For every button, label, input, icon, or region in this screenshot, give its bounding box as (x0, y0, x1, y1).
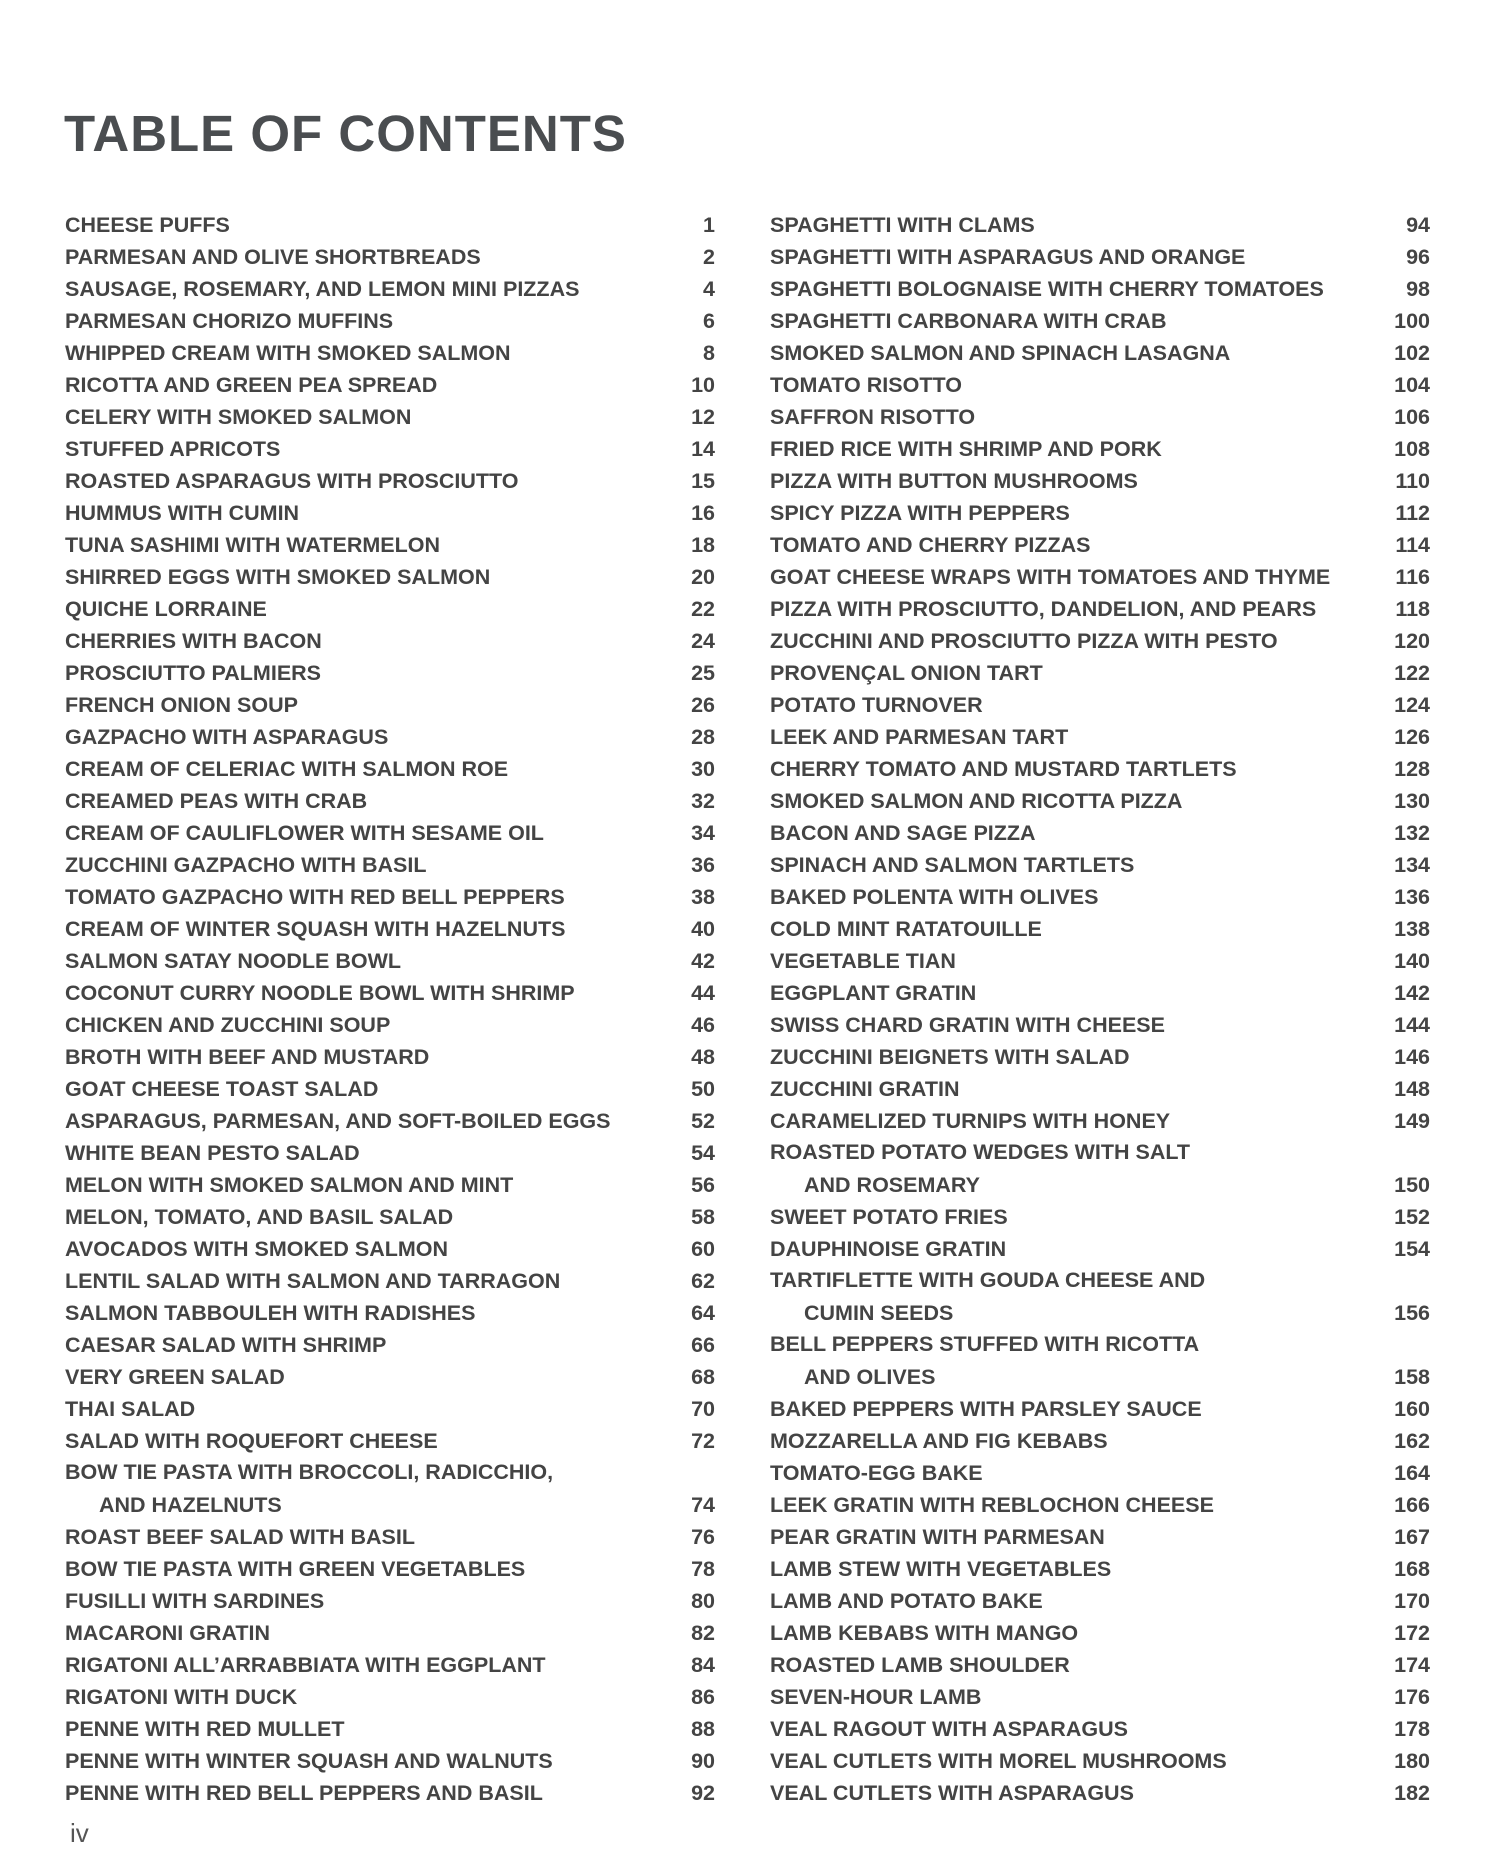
toc-entry-page: 132 (1394, 821, 1430, 845)
toc-entry[interactable] (770, 1394, 1430, 1426)
toc-entry-title: PARMESAN CHORIZO MUFFINS (65, 309, 394, 333)
toc-entry-title: WHITE BEAN PESTO SALAD (65, 1141, 360, 1165)
toc-entry-title: SWISS CHARD GRATIN WITH CHEESE (770, 1013, 1165, 1037)
toc-entry-title: CREAM OF CAULIFLOWER WITH SESAME OIL (65, 821, 544, 845)
toc-entry[interactable] (770, 274, 1430, 306)
toc-entry[interactable] (770, 754, 1430, 786)
toc-entry[interactable] (65, 690, 715, 722)
toc-entry-title: SWEET POTATO FRIES (770, 1205, 1008, 1229)
toc-entry-title: VEAL CUTLETS WITH MOREL MUSHROOMS (770, 1749, 1227, 1773)
toc-entry-title: LAMB AND POTATO BAKE (770, 1589, 1043, 1613)
toc-entry[interactable] (770, 1682, 1430, 1714)
toc-entry-page: 84 (691, 1653, 715, 1677)
toc-entry-title: RICOTTA AND GREEN PEA SPREAD (65, 373, 438, 397)
toc-entry-page: 66 (691, 1333, 715, 1357)
toc-entry-page: 56 (691, 1173, 715, 1197)
toc-entry-page: 160 (1394, 1397, 1430, 1421)
toc-entry-page: 90 (691, 1749, 715, 1773)
toc-entry-page: 130 (1394, 789, 1430, 813)
toc-entry-title: STUFFED APRICOTS (65, 437, 281, 461)
toc-entry-title: CHERRY TOMATO AND MUSTARD TARTLETS (770, 757, 1237, 781)
toc-entry-page: 46 (691, 1013, 715, 1037)
toc-entry-page: 15 (691, 469, 715, 493)
toc-entry[interactable] (770, 242, 1430, 274)
toc-entry-title: CREAMED PEAS WITH CRAB (65, 789, 368, 813)
toc-entry-title: SPICY PIZZA WITH PEPPERS (770, 501, 1070, 525)
toc-entry[interactable] (65, 1362, 715, 1394)
toc-entry-page: 80 (691, 1589, 715, 1613)
toc-entry-page: 92 (691, 1781, 715, 1805)
toc-entry-page: 86 (691, 1685, 715, 1709)
toc-entry-page: 1 (703, 213, 715, 237)
toc-entry-page: 48 (691, 1045, 715, 1069)
toc-entry[interactable] (65, 370, 715, 402)
toc-entry[interactable] (770, 1778, 1430, 1810)
toc-entry-title: TOMATO RISOTTO (770, 373, 962, 397)
toc-entry-page: 180 (1394, 1749, 1430, 1773)
toc-entry-title: BOW TIE PASTA WITH BROCCOLI, RADICCHIO, (65, 1460, 554, 1484)
toc-entry[interactable] (770, 946, 1430, 978)
toc-entry[interactable] (65, 914, 715, 946)
toc-entry-page: 104 (1394, 373, 1430, 397)
toc-entry[interactable] (770, 562, 1430, 594)
toc-entry-page: 106 (1394, 405, 1430, 429)
toc-entry[interactable] (770, 1266, 1430, 1330)
toc-entry-title: QUICHE LORRAINE (65, 597, 267, 621)
toc-entry-title: VERY GREEN SALAD (65, 1365, 285, 1389)
toc-entry[interactable] (770, 466, 1430, 498)
toc-entry-page: 98 (1406, 277, 1430, 301)
toc-entry-page: 52 (691, 1109, 715, 1133)
toc-entry-page: 154 (1394, 1237, 1430, 1261)
toc-entry-title: PARMESAN AND OLIVE SHORTBREADS (65, 245, 481, 269)
toc-entry-title-continued: AND HAZELNUTS (99, 1493, 282, 1517)
toc-entry-page: 164 (1394, 1461, 1430, 1485)
toc-entry[interactable] (65, 402, 715, 434)
toc-entry[interactable] (770, 498, 1430, 530)
toc-entry[interactable] (770, 914, 1430, 946)
toc-entry-page: 182 (1394, 1781, 1430, 1805)
toc-entry-page: 64 (691, 1301, 715, 1325)
toc-entry-title: CREAM OF WINTER SQUASH WITH HAZELNUTS (65, 917, 566, 941)
toc-entry[interactable] (65, 1234, 715, 1266)
toc-entry-title: SPAGHETTI CARBONARA WITH CRAB (770, 309, 1167, 333)
toc-entry-page: 178 (1394, 1717, 1430, 1741)
toc-entry-title: CHICKEN AND ZUCCHINI SOUP (65, 1013, 391, 1037)
toc-entry-page: 50 (691, 1077, 715, 1101)
toc-entry-page: 149 (1394, 1109, 1430, 1133)
toc-entry-page: 22 (691, 597, 715, 621)
toc-entry-page: 126 (1394, 725, 1430, 749)
toc-entry[interactable] (65, 1714, 715, 1746)
toc-entry-title: SPINACH AND SALMON TARTLETS (770, 853, 1135, 877)
toc-entry[interactable] (65, 466, 715, 498)
toc-entry-title: LAMB KEBABS WITH MANGO (770, 1621, 1079, 1645)
toc-entry-page: 140 (1394, 949, 1430, 973)
toc-entry[interactable] (770, 818, 1430, 850)
toc-entry-title: ZUCCHINI GRATIN (770, 1077, 960, 1101)
page-number: iv (70, 1818, 89, 1848)
toc-entry-page: 6 (703, 309, 715, 333)
toc-entry-page: 168 (1394, 1557, 1430, 1581)
toc-entry-page: 136 (1394, 885, 1430, 909)
toc-entry-page: 134 (1394, 853, 1430, 877)
toc-entry[interactable] (65, 1330, 715, 1362)
toc-entry-page: 150 (1394, 1173, 1430, 1197)
toc-entry[interactable] (770, 1650, 1430, 1682)
toc-entry-title: ZUCCHINI BEIGNETS WITH SALAD (770, 1045, 1130, 1069)
toc-entry[interactable] (65, 1458, 715, 1522)
toc-entry-title: ROAST BEEF SALAD WITH BASIL (65, 1525, 415, 1549)
toc-entry-page: 36 (691, 853, 715, 877)
toc-entry-title: TOMATO AND CHERRY PIZZAS (770, 533, 1091, 557)
toc-entry-title: MACARONI GRATIN (65, 1621, 271, 1645)
toc-entry-title: PENNE WITH WINTER SQUASH AND WALNUTS (65, 1749, 553, 1773)
toc-entry[interactable] (770, 690, 1430, 722)
toc-entry-title: BAKED PEPPERS WITH PARSLEY SAUCE (770, 1397, 1202, 1421)
toc-entry-page: 170 (1394, 1589, 1430, 1613)
toc-entry[interactable] (65, 210, 715, 242)
toc-entry[interactable] (65, 1746, 715, 1778)
toc-entry-page: 144 (1394, 1013, 1430, 1037)
toc-entry[interactable] (770, 1490, 1430, 1522)
toc-entry-title: CHEESE PUFFS (65, 213, 230, 237)
toc-entry-page: 148 (1394, 1077, 1430, 1101)
toc-entry-page: 20 (691, 565, 715, 589)
toc-entry-title: SALMON TABBOULEH WITH RADISHES (65, 1301, 476, 1325)
toc-entry-title: SAFFRON RISOTTO (770, 405, 976, 429)
toc-entry[interactable] (65, 946, 715, 978)
toc-entry[interactable] (65, 338, 715, 370)
toc-entry[interactable] (770, 1042, 1430, 1074)
toc-entry-title: EGGPLANT GRATIN (770, 981, 977, 1005)
toc-entry-title: TOMATO-EGG BAKE (770, 1461, 983, 1485)
toc-entry-title: CELERY WITH SMOKED SALMON (65, 405, 412, 429)
toc-entry[interactable] (770, 850, 1430, 882)
toc-entry-page: 128 (1394, 757, 1430, 781)
toc-entry-page: 38 (691, 885, 715, 909)
toc-entry-title: PIZZA WITH PROSCIUTTO, DANDELION, AND PEARS (770, 597, 1317, 621)
toc-entry[interactable] (770, 1522, 1430, 1554)
toc-entry-title: SPAGHETTI BOLOGNAISE WITH CHERRY TOMATOES (770, 277, 1324, 301)
toc-entry-title: PROSCIUTTO PALMIERS (65, 661, 322, 685)
toc-entry[interactable] (65, 562, 715, 594)
toc-entry[interactable] (770, 978, 1430, 1010)
toc-entry-title: TARTIFLETTE WITH GOUDA CHEESE AND (770, 1268, 1206, 1292)
toc-entry[interactable] (770, 210, 1430, 242)
toc-entry-title-continued: AND ROSEMARY (804, 1173, 980, 1197)
toc-entry-page: 172 (1394, 1621, 1430, 1645)
toc-entry[interactable] (65, 1138, 715, 1170)
toc-entry-title: SEVEN-HOUR LAMB (770, 1685, 982, 1709)
toc-entry[interactable] (770, 626, 1430, 658)
toc-entry-title: FRIED RICE WITH SHRIMP AND PORK (770, 437, 1162, 461)
toc-entry[interactable] (65, 850, 715, 882)
toc-entry-title: PIZZA WITH BUTTON MUSHROOMS (770, 469, 1138, 493)
toc-entry-page: 40 (691, 917, 715, 941)
toc-entry-title: RIGATONI ALL’ARRABBIATA WITH EGGPLANT (65, 1653, 546, 1677)
toc-entry[interactable] (65, 306, 715, 338)
toc-entry[interactable] (770, 1202, 1430, 1234)
toc-entry-title: LEEK AND PARMESAN TART (770, 725, 1069, 749)
toc-entry-page: 68 (691, 1365, 715, 1389)
toc-entry[interactable] (770, 370, 1430, 402)
toc-entry[interactable] (65, 1106, 715, 1138)
toc-entry-title: TOMATO GAZPACHO WITH RED BELL PEPPERS (65, 885, 565, 909)
toc-entry[interactable] (65, 818, 715, 850)
toc-entry[interactable] (65, 1778, 715, 1810)
toc-entry-title: MELON, TOMATO, AND BASIL SALAD (65, 1205, 454, 1229)
toc-entry-title: PENNE WITH RED BELL PEPPERS AND BASIL (65, 1781, 543, 1805)
toc-entry-title: SPAGHETTI WITH CLAMS (770, 213, 1035, 237)
toc-entry-title: LEEK GRATIN WITH REBLOCHON CHEESE (770, 1493, 1214, 1517)
toc-entry-page: 146 (1394, 1045, 1430, 1069)
toc-entry-page: 62 (691, 1269, 715, 1293)
toc-entry[interactable] (65, 1170, 715, 1202)
toc-entry-page: 10 (691, 373, 715, 397)
toc-entry[interactable] (770, 1106, 1430, 1138)
toc-entry-page: 114 (1395, 533, 1430, 557)
toc-entry-page: 158 (1394, 1365, 1430, 1389)
toc-entry-title: DAUPHINOISE GRATIN (770, 1237, 1007, 1261)
toc-entry-title: BAKED POLENTA WITH OLIVES (770, 885, 1099, 909)
toc-entry-title-continued: CUMIN SEEDS (804, 1301, 954, 1325)
toc-entry-title: AVOCADOS WITH SMOKED SALMON (65, 1237, 449, 1261)
toc-entry-title: GAZPACHO WITH ASPARAGUS (65, 725, 389, 749)
toc-entry[interactable] (65, 1650, 715, 1682)
toc-entry[interactable] (65, 978, 715, 1010)
toc-entry-page: 12 (691, 405, 715, 429)
toc-entry-title: VEAL RAGOUT WITH ASPARAGUS (770, 1717, 1128, 1741)
toc-entry[interactable] (65, 1074, 715, 1106)
toc-entry-page: 2 (703, 245, 715, 269)
toc-entry[interactable] (770, 594, 1430, 626)
toc-entry-title-continued: AND OLIVES (804, 1365, 936, 1389)
toc-entry[interactable] (770, 1714, 1430, 1746)
toc-entry-page: 18 (691, 533, 715, 557)
toc-entry-title: PEAR GRATIN WITH PARMESAN (770, 1525, 1105, 1549)
toc-entry-title: LAMB STEW WITH VEGETABLES (770, 1557, 1112, 1581)
toc-entry[interactable] (770, 1458, 1430, 1490)
toc-entry-title: ASPARAGUS, PARMESAN, AND SOFT-BOILED EGGS (65, 1109, 611, 1133)
toc-entry-title: VEGETABLE TIAN (770, 949, 956, 973)
toc-entry[interactable] (770, 338, 1430, 370)
toc-entry-page: 110 (1395, 469, 1430, 493)
toc-entry[interactable] (65, 754, 715, 786)
toc-entry-page: 58 (691, 1205, 715, 1229)
toc-entry[interactable] (65, 1010, 715, 1042)
toc-entry[interactable] (770, 722, 1430, 754)
toc-entry-page: 4 (703, 277, 715, 301)
toc-entry[interactable] (770, 1554, 1430, 1586)
toc-entry[interactable] (770, 786, 1430, 818)
toc-entry[interactable] (65, 1586, 715, 1618)
toc-entry[interactable] (65, 1042, 715, 1074)
toc-entry-page: 118 (1395, 597, 1430, 621)
toc-entry-title: BACON AND SAGE PIZZA (770, 821, 1036, 845)
toc-entry-page: 82 (691, 1621, 715, 1645)
toc-entry-title: CAESAR SALAD WITH SHRIMP (65, 1333, 387, 1357)
page-title: TABLE OF CONTENTS (64, 105, 627, 162)
toc-entry-page: 102 (1394, 341, 1430, 365)
toc-entry-title: FUSILLI WITH SARDINES (65, 1589, 325, 1613)
toc-entry-title: SMOKED SALMON AND RICOTTA PIZZA (770, 789, 1183, 813)
toc-entry-page: 120 (1394, 629, 1430, 653)
toc-entry-page: 74 (691, 1493, 715, 1517)
toc-entry-title: WHIPPED CREAM WITH SMOKED SALMON (65, 341, 511, 365)
toc-entry-title: SPAGHETTI WITH ASPARAGUS AND ORANGE (770, 245, 1246, 269)
toc-entry[interactable] (65, 786, 715, 818)
toc-entry[interactable] (65, 1266, 715, 1298)
toc-entry-title: SALMON SATAY NOODLE BOWL (65, 949, 402, 973)
toc-entry[interactable] (65, 1522, 715, 1554)
toc-entry-title: ZUCCHINI AND PROSCIUTTO PIZZA WITH PESTO (770, 629, 1278, 653)
toc-entry[interactable] (65, 530, 715, 562)
toc-entry-title: THAI SALAD (65, 1397, 196, 1421)
toc-entry-title: GOAT CHEESE WRAPS WITH TOMATOES AND THYME (770, 565, 1331, 589)
toc-entry-title: FRENCH ONION SOUP (65, 693, 298, 717)
toc-entry-page: 32 (691, 789, 715, 813)
toc-entry-page: 166 (1394, 1493, 1430, 1517)
toc-entry[interactable] (65, 274, 715, 306)
toc-entry[interactable] (770, 1618, 1430, 1650)
toc-entry-title: MELON WITH SMOKED SALMON AND MINT (65, 1173, 514, 1197)
toc-entry[interactable] (770, 1746, 1430, 1778)
toc-left-column (65, 210, 715, 1810)
toc-entry-page: 138 (1394, 917, 1430, 941)
toc-entry-title: HUMMUS WITH CUMIN (65, 501, 300, 525)
toc-entry-page: 116 (1395, 565, 1430, 589)
toc-entry-title: CARAMELIZED TURNIPS WITH HONEY (770, 1109, 1171, 1133)
toc-entry[interactable] (65, 1682, 715, 1714)
toc-entry[interactable] (770, 1330, 1430, 1394)
toc-entry-title: BROTH WITH BEEF AND MUSTARD (65, 1045, 430, 1069)
toc-entry-title: MOZZARELLA AND FIG KEBABS (770, 1429, 1108, 1453)
toc-entry[interactable] (770, 1586, 1430, 1618)
toc-entry-title: ROASTED LAMB SHOULDER (770, 1653, 1070, 1677)
toc-entry-title: COLD MINT RATATOUILLE (770, 917, 1042, 941)
toc-entry-page: 72 (691, 1429, 715, 1453)
toc-entry-page: 162 (1394, 1429, 1430, 1453)
toc-entry-title: VEAL CUTLETS WITH ASPARAGUS (770, 1781, 1134, 1805)
toc-entry[interactable] (770, 1426, 1430, 1458)
toc-entry-title: RIGATONI WITH DUCK (65, 1685, 298, 1709)
toc-entry-page: 26 (691, 693, 715, 717)
toc-entry-page: 70 (691, 1397, 715, 1421)
toc-entry-page: 24 (691, 629, 715, 653)
toc-entry-title: LENTIL SALAD WITH SALMON AND TARRAGON (65, 1269, 561, 1293)
toc-entry-title: SMOKED SALMON AND SPINACH LASAGNA (770, 341, 1231, 365)
toc-entry[interactable] (65, 242, 715, 274)
toc-entry[interactable] (65, 1298, 715, 1330)
toc-entry[interactable] (65, 594, 715, 626)
toc-entry[interactable] (770, 1234, 1430, 1266)
toc-entry-page: 152 (1394, 1205, 1430, 1229)
toc-entry-page: 78 (691, 1557, 715, 1581)
toc-entry-page: 60 (691, 1237, 715, 1261)
toc-entry-page: 16 (691, 501, 715, 525)
toc-entry-title: POTATO TURNOVER (770, 693, 983, 717)
toc-entry-page: 96 (1406, 245, 1430, 269)
toc-entry-title: ZUCCHINI GAZPACHO WITH BASIL (65, 853, 427, 877)
toc-entry-title: PROVENÇAL ONION TART (770, 661, 1043, 685)
toc-entry-title: ROASTED ASPARAGUS WITH PROSCIUTTO (65, 469, 519, 493)
toc-entry-page: 44 (691, 981, 715, 1005)
toc-entry-page: 100 (1394, 309, 1430, 333)
toc-entry-title: GOAT CHEESE TOAST SALAD (65, 1077, 379, 1101)
toc-entry-page: 34 (691, 821, 715, 845)
toc-entry[interactable] (65, 1618, 715, 1650)
toc-entry-page: 142 (1394, 981, 1430, 1005)
toc-entry-page: 30 (691, 757, 715, 781)
toc-entry-page: 122 (1394, 661, 1430, 685)
toc-entry-page: 94 (1406, 213, 1430, 237)
toc-entry-page: 54 (691, 1141, 715, 1165)
toc-entry[interactable] (65, 434, 715, 466)
toc-entry-title: SAUSAGE, ROSEMARY, AND LEMON MINI PIZZAS (65, 277, 580, 301)
toc-entry[interactable] (770, 1138, 1430, 1202)
toc-entry[interactable] (65, 1426, 715, 1458)
toc-entry-page: 28 (691, 725, 715, 749)
toc-entry-page: 156 (1394, 1301, 1430, 1325)
toc-entry-title: COCONUT CURRY NOODLE BOWL WITH SHRIMP (65, 981, 575, 1005)
toc-entry-page: 14 (691, 437, 715, 461)
toc-entry-page: 112 (1395, 501, 1430, 525)
toc-entry[interactable] (770, 402, 1430, 434)
toc-entry[interactable] (770, 658, 1430, 690)
toc-entry[interactable] (770, 882, 1430, 914)
toc-entry-page: 88 (691, 1717, 715, 1741)
toc-entry[interactable] (65, 1202, 715, 1234)
toc-entry[interactable] (65, 1394, 715, 1426)
toc-entry-page: 174 (1394, 1653, 1430, 1677)
toc-entry[interactable] (65, 722, 715, 754)
toc-entry[interactable] (65, 1554, 715, 1586)
toc-entry[interactable] (65, 626, 715, 658)
toc-entry-page: 176 (1394, 1685, 1430, 1709)
toc-entry-title: ROASTED POTATO WEDGES WITH SALT (770, 1140, 1191, 1164)
toc-entry[interactable] (770, 306, 1430, 338)
toc-entry[interactable] (770, 530, 1430, 562)
toc-entry-title: BELL PEPPERS STUFFED WITH RICOTTA (770, 1332, 1200, 1356)
toc-entry-page: 42 (691, 949, 715, 973)
toc-entry[interactable] (65, 498, 715, 530)
toc-right-column (770, 210, 1430, 1810)
toc-entry-page: 108 (1394, 437, 1430, 461)
toc-entry-title: PENNE WITH RED MULLET (65, 1717, 345, 1741)
toc-entry[interactable] (770, 1010, 1430, 1042)
toc-entry-title: SALAD WITH ROQUEFORT CHEESE (65, 1429, 438, 1453)
toc-entry-page: 76 (691, 1525, 715, 1549)
toc-entry-page: 25 (691, 661, 715, 685)
toc-entry[interactable] (65, 882, 715, 914)
toc-entry-title: TUNA SASHIMI WITH WATERMELON (65, 533, 441, 557)
toc-entry-page: 8 (703, 341, 715, 365)
toc-entry[interactable] (65, 658, 715, 690)
toc-entry-title: CHERRIES WITH BACON (65, 629, 322, 653)
toc-entry-title: CREAM OF CELERIAC WITH SALMON ROE (65, 757, 509, 781)
toc-entry-page: 124 (1394, 693, 1430, 717)
toc-entry[interactable] (770, 434, 1430, 466)
toc-entry-title: BOW TIE PASTA WITH GREEN VEGETABLES (65, 1557, 526, 1581)
toc-entry-title: SHIRRED EGGS WITH SMOKED SALMON (65, 565, 491, 589)
toc-entry-page: 167 (1394, 1525, 1430, 1549)
toc-entry[interactable] (770, 1074, 1430, 1106)
